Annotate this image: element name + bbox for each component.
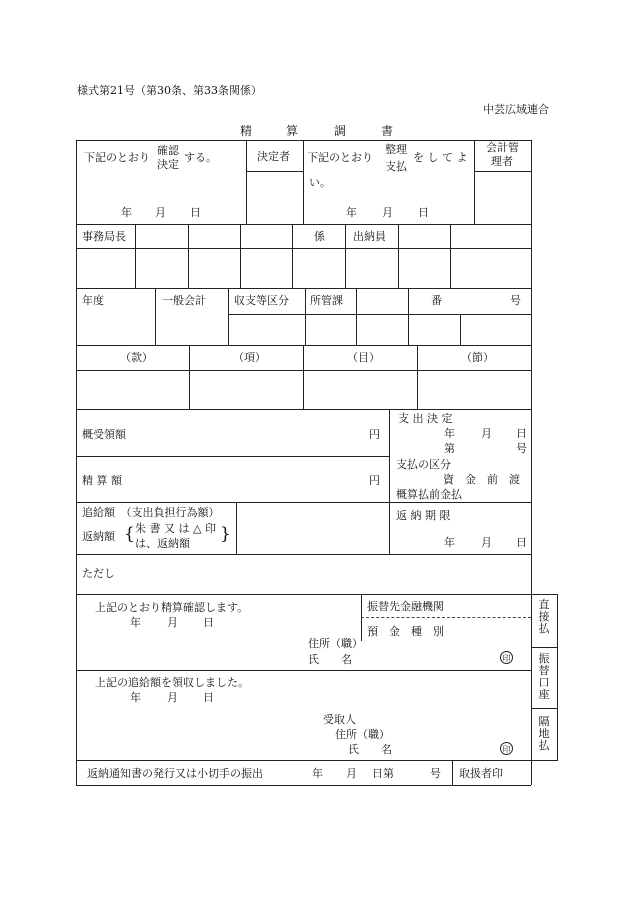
settled-amount-label: 精 算 額 — [82, 474, 122, 487]
accountant-label-2: 理者 — [491, 155, 513, 168]
item-kou: （項） — [233, 351, 266, 364]
transfer-bank-label: 振替先金融機関 — [367, 600, 444, 613]
payment-type-advance: 資 金 前 渡 — [443, 473, 520, 486]
payment-suffix: を し て よ — [413, 151, 468, 164]
remote-payment-label: 隔地払 — [538, 715, 550, 752]
receipt-name-label: 氏 名 — [348, 743, 392, 756]
payment-suffix-2: い。 — [309, 176, 331, 189]
form-number: 様式第21号（第30条、第33条関係） — [77, 84, 262, 97]
recipient-label: 受取人 — [323, 713, 356, 726]
category-label: 収支等区分 — [234, 294, 289, 307]
confirm-text: 上記のとおり精算確認します。 — [95, 601, 249, 614]
refund-amount-label: 返納額 — [82, 530, 115, 543]
proviso-label: ただし — [82, 567, 115, 580]
clerk-label: 係 — [314, 230, 325, 243]
item-kan: （款） — [120, 351, 153, 364]
general-account-label: 一般会計 — [162, 294, 206, 307]
expenditure-decision-label: 支 出 決 定 — [398, 412, 453, 425]
decision-suffix: する。 — [184, 151, 217, 164]
left-brace: { — [124, 524, 135, 544]
right-brace: } — [220, 524, 231, 544]
confirm-seal-mark: 印 — [500, 651, 513, 664]
organization-name: 中芸広域連合 — [483, 103, 549, 116]
payment-option-pay: 支払 — [385, 160, 407, 173]
accountant-label-1: 会計管 — [486, 141, 519, 154]
refund-note-1: 朱 書 又 は △ 印 — [135, 522, 216, 535]
refund-deadline-label: 返 納 期 限 — [396, 509, 451, 522]
receipt-seal-mark: 印 — [500, 742, 513, 755]
decider-label: 決定者 — [257, 150, 290, 163]
approx-received-label: 概受領額 — [82, 428, 126, 441]
settled-amount-yen: 円 — [369, 474, 380, 487]
number-label-ban: 番 — [431, 294, 442, 307]
confirm-name-label: 氏 名 — [308, 653, 352, 666]
receipt-text: 上記の追給額を領収しました。 — [95, 676, 249, 689]
payment-type-label: 支払の区分 — [396, 458, 451, 471]
additional-amount-label: 追給額 （支出負担行為額） — [82, 506, 220, 519]
issue-text: 返納通知書の発行又は小切手の振出 — [87, 767, 263, 780]
direct-payment-label: 直接払 — [538, 598, 550, 635]
item-moku: （目） — [347, 351, 380, 364]
item-setsu: （節） — [461, 351, 494, 364]
approx-received-yen: 円 — [369, 428, 380, 441]
receipt-address-label: 住所（職） — [335, 728, 390, 741]
footer-day-no: 日第 — [372, 767, 394, 780]
footer-year: 年 — [312, 767, 323, 780]
deposit-type-label: 預 金 種 別 — [367, 625, 444, 638]
transfer-account-label: 振替口座 — [538, 652, 550, 701]
footer-month: 月 — [346, 767, 357, 780]
refund-note-2: は、返納額 — [135, 537, 190, 550]
footer-go: 号 — [430, 767, 441, 780]
payment-type-estimate: 概算払前金払 — [396, 488, 462, 501]
confirm-address-label: 住所（職） — [308, 637, 363, 650]
director-label: 事務局長 — [82, 230, 126, 243]
department-label: 所管課 — [310, 294, 343, 307]
number-label-go: 号 — [510, 294, 521, 307]
decision-prefix: 下記のとおり — [84, 151, 150, 164]
fiscal-year-label: 年度 — [82, 294, 104, 307]
payment-option-arrange: 整理 — [385, 143, 407, 156]
decision-option-decide: 決定 — [157, 158, 179, 171]
decision-option-confirm: 確認 — [157, 144, 179, 157]
payment-prefix: 下記のとおり — [307, 151, 373, 164]
handler-seal-label: 取扱者印 — [459, 767, 503, 780]
cashier-label: 出納員 — [353, 230, 386, 243]
